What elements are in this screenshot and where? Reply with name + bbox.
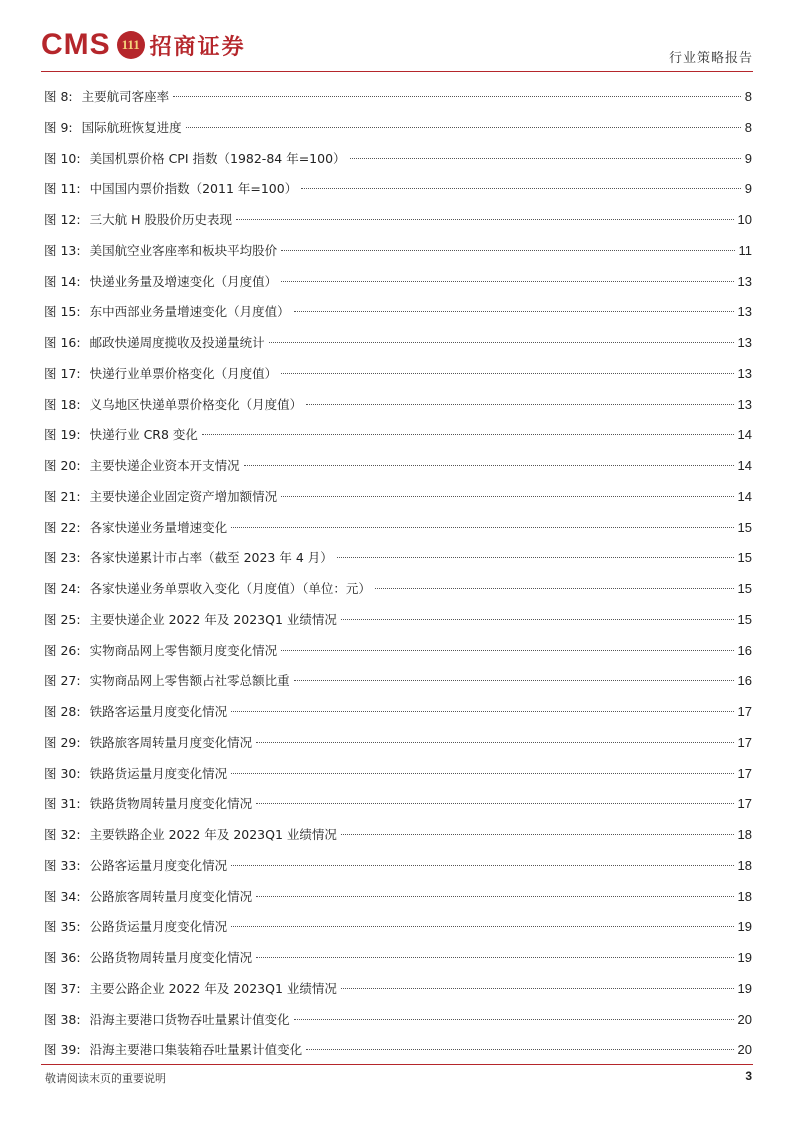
- figure-number: 图 15:: [44, 304, 81, 320]
- figure-number: 图 35:: [44, 919, 81, 935]
- figure-page-number: 14: [737, 488, 752, 504]
- figure-title: 铁路货运量月度变化情况: [89, 765, 228, 781]
- figure-number: 图 9:: [44, 119, 73, 135]
- figure-page-number: 13: [737, 273, 752, 289]
- figure-page-number: 20: [737, 1011, 752, 1027]
- figure-number: 图 19:: [44, 427, 81, 443]
- toc-entry[interactable]: [44, 236, 752, 267]
- dot-leader: [281, 281, 733, 282]
- figure-title: 各家快递业务量增速变化: [89, 519, 228, 535]
- figure-page-number: 19: [737, 950, 752, 965]
- dot-leader: [231, 773, 733, 774]
- figure-number: 图 12:: [44, 212, 81, 227]
- toc-entry[interactable]: [44, 543, 752, 574]
- figure-title: 国际航班恢复进度: [81, 119, 182, 135]
- figure-title: 中国国内票价指数（2011 年=100）: [89, 181, 298, 197]
- figure-title: 铁路客运量月度变化情况: [89, 704, 228, 719]
- toc-entry[interactable]: [44, 1005, 752, 1036]
- figure-page-number: 18: [737, 827, 752, 842]
- toc-entry[interactable]: [44, 759, 752, 790]
- dot-leader: [269, 342, 734, 343]
- figure-number: 图 30:: [44, 765, 81, 781]
- company-logo: [41, 28, 246, 62]
- figure-page-number: 17: [737, 765, 752, 781]
- toc-entry[interactable]: [44, 912, 752, 943]
- figure-title: 美国航空业客座率和板块平均股价: [89, 242, 278, 258]
- dot-leader: [341, 619, 734, 620]
- toc-entry[interactable]: [44, 297, 752, 328]
- figure-page-number: 8: [744, 119, 752, 135]
- dot-leader: [337, 557, 734, 558]
- figure-title: 各家快递业务单票收入变化（月度值）（单位：元）: [89, 581, 371, 596]
- figure-number: 图 22:: [44, 519, 81, 535]
- toc-entry[interactable]: [44, 974, 752, 1005]
- toc-entry[interactable]: [44, 390, 752, 421]
- figure-page-number: 17: [737, 796, 752, 812]
- dot-leader: [231, 865, 733, 866]
- figure-page-number: 9: [744, 181, 752, 197]
- figure-number: 图 11:: [44, 181, 81, 197]
- toc-entry[interactable]: [44, 728, 752, 759]
- figure-number: 图 25:: [44, 611, 81, 627]
- figure-page-number: 19: [737, 980, 752, 996]
- toc-entry[interactable]: [44, 513, 752, 544]
- figure-title: 主要快递企业资本开支情况: [89, 458, 240, 473]
- logo-chinese-text: 招商证券: [149, 34, 246, 60]
- dot-leader: [301, 188, 741, 189]
- figure-number: 图 16:: [44, 335, 81, 350]
- toc-entry[interactable]: [44, 882, 752, 913]
- toc-entry[interactable]: [44, 943, 752, 974]
- figure-number: 图 31:: [44, 796, 81, 812]
- dot-leader: [350, 158, 741, 159]
- disclaimer-note: 敬请阅读末页的重要说明: [45, 1072, 166, 1085]
- dot-leader: [281, 650, 733, 651]
- figure-number: 图 28:: [44, 704, 81, 719]
- figure-page-number: 14: [737, 427, 752, 443]
- figure-title: 快递行业单票价格变化（月度值）: [89, 365, 278, 381]
- figure-number: 图 29:: [44, 734, 81, 750]
- figure-page-number: 18: [737, 888, 752, 904]
- figure-number: 图 34:: [44, 888, 81, 904]
- dot-leader: [281, 496, 733, 497]
- figure-title: 铁路货物周转量月度变化情况: [89, 796, 253, 812]
- figure-number: 图 32:: [44, 827, 81, 842]
- dot-leader: [281, 250, 734, 251]
- figure-page-number: 15: [737, 550, 752, 566]
- toc-entry[interactable]: [44, 574, 752, 605]
- toc-entry[interactable]: [44, 605, 752, 636]
- figure-title: 三大航 H 股股价历史表现: [89, 212, 232, 227]
- dot-leader: [294, 1019, 734, 1020]
- dot-leader: [341, 988, 734, 989]
- dot-leader: [236, 219, 734, 220]
- figure-title: 沿海主要港口集装箱吞吐量累计值变化: [89, 1042, 303, 1058]
- dot-leader: [306, 1049, 733, 1050]
- figure-table-of-contents: [44, 82, 752, 1066]
- figure-number: 图 13:: [44, 242, 81, 258]
- figure-title: 义乌地区快递单票价格变化（月度值）: [89, 396, 303, 412]
- figure-title: 公路旅客周转量月度变化情况: [89, 888, 253, 904]
- figure-page-number: 11: [738, 242, 752, 258]
- toc-entry[interactable]: [44, 174, 752, 205]
- figure-page-number: 15: [737, 581, 752, 596]
- figure-title: 主要快递企业固定资产增加额情况: [89, 488, 278, 504]
- figure-title: 实物商品网上零售额占社零总额比重: [89, 673, 290, 689]
- figure-page-number: 15: [737, 519, 752, 535]
- toc-entry[interactable]: [44, 789, 752, 820]
- toc-entry[interactable]: [44, 359, 752, 390]
- report-type-label: 行业策略报告: [668, 51, 753, 66]
- toc-entry[interactable]: [44, 820, 752, 851]
- toc-entry[interactable]: [44, 205, 752, 236]
- page-header: [41, 20, 753, 72]
- figure-page-number: 19: [737, 919, 752, 935]
- dot-leader: [231, 711, 733, 712]
- figure-page-number: 8: [744, 89, 752, 104]
- figure-number: 图 14:: [44, 273, 81, 289]
- figure-title: 快递业务量及增速变化（月度值）: [89, 273, 278, 289]
- toc-entry[interactable]: [44, 666, 752, 697]
- figure-title: 各家快递累计市占率（截至 2023 年 4 月）: [89, 550, 333, 566]
- figure-page-number: 20: [737, 1042, 752, 1058]
- toc-entry[interactable]: [44, 451, 752, 482]
- logo-latin-text: CMS: [41, 28, 111, 61]
- figure-number: 图 21:: [44, 488, 81, 504]
- figure-page-number: 15: [737, 611, 752, 627]
- figure-number: 图 33:: [44, 857, 81, 873]
- figure-title: 美国机票价格 CPI 指数（1982-84 年=100）: [89, 150, 346, 166]
- dot-leader: [281, 373, 733, 374]
- footer-divider: [41, 1064, 753, 1065]
- figure-number: 图 17:: [44, 365, 81, 381]
- header-divider: [41, 71, 753, 72]
- dot-leader: [231, 926, 733, 927]
- figure-number: 图 36:: [44, 950, 81, 965]
- figure-title: 沿海主要港口货物吞吐量累计值变化: [89, 1011, 290, 1027]
- dot-leader: [375, 588, 734, 589]
- dot-leader: [294, 311, 734, 312]
- dot-leader: [294, 680, 734, 681]
- dot-leader: [202, 434, 734, 435]
- dot-leader: [256, 803, 733, 804]
- figure-page-number: 16: [737, 642, 752, 658]
- figure-title: 主要铁路企业 2022 年及 2023Q1 业绩情况: [89, 827, 337, 842]
- figure-title: 主要航司客座率: [81, 89, 170, 104]
- toc-entry[interactable]: [44, 420, 752, 451]
- dot-leader: [173, 96, 741, 97]
- toc-entry[interactable]: [44, 328, 752, 359]
- toc-entry[interactable]: [44, 1035, 752, 1066]
- figure-page-number: 14: [737, 458, 752, 473]
- toc-entry[interactable]: [44, 82, 752, 113]
- figure-page-number: 13: [737, 365, 752, 381]
- figure-page-number: 10: [737, 212, 752, 227]
- figure-page-number: 13: [737, 396, 752, 412]
- figure-number: 图 20:: [44, 458, 81, 473]
- dot-leader: [256, 957, 733, 958]
- dot-leader: [231, 527, 733, 528]
- figure-title: 邮政快递周度揽收及投递量统计: [89, 335, 265, 350]
- dot-leader: [186, 127, 741, 128]
- page-number: 3: [745, 1069, 752, 1083]
- figure-page-number: 13: [737, 335, 752, 350]
- figure-number: 图 27:: [44, 673, 81, 689]
- toc-entry[interactable]: [44, 851, 752, 882]
- figure-page-number: 17: [737, 704, 752, 719]
- dot-leader: [256, 896, 733, 897]
- figure-title: 实物商品网上零售额月度变化情况: [89, 642, 278, 658]
- figure-page-number: 18: [737, 857, 752, 873]
- dot-leader: [256, 742, 733, 743]
- figure-title: 东中西部业务量增速变化（月度值）: [89, 304, 290, 320]
- logo-mark-icon: 111: [117, 31, 145, 59]
- figure-title: 公路客运量月度变化情况: [89, 857, 228, 873]
- figure-number: 图 37:: [44, 980, 81, 996]
- toc-entry[interactable]: [44, 144, 752, 175]
- figure-number: 图 18:: [44, 396, 81, 412]
- toc-entry[interactable]: [44, 482, 752, 513]
- figure-title: 主要公路企业 2022 年及 2023Q1 业绩情况: [89, 980, 337, 996]
- figure-number: 图 38:: [44, 1011, 81, 1027]
- figure-page-number: 17: [737, 734, 752, 750]
- toc-entry[interactable]: [44, 697, 752, 728]
- dot-leader: [306, 404, 733, 405]
- figure-number: 图 10:: [44, 150, 81, 166]
- toc-entry[interactable]: [44, 113, 752, 144]
- figure-page-number: 9: [744, 150, 752, 166]
- figure-title: 公路货运量月度变化情况: [89, 919, 228, 935]
- figure-number: 图 39:: [44, 1042, 81, 1058]
- toc-entry[interactable]: [44, 267, 752, 298]
- dot-leader: [341, 834, 734, 835]
- figure-title: 铁路旅客周转量月度变化情况: [89, 734, 253, 750]
- figure-title: 主要快递企业 2022 年及 2023Q1 业绩情况: [89, 611, 337, 627]
- figure-title: 公路货物周转量月度变化情况: [89, 950, 253, 965]
- figure-page-number: 13: [737, 304, 752, 320]
- toc-entry[interactable]: [44, 636, 752, 667]
- figure-number: 图 24:: [44, 581, 81, 596]
- figure-title: 快递行业 CR8 变化: [89, 427, 198, 443]
- figure-number: 图 8:: [44, 89, 73, 104]
- dot-leader: [244, 465, 734, 466]
- figure-number: 图 23:: [44, 550, 81, 566]
- figure-number: 图 26:: [44, 642, 81, 658]
- figure-page-number: 16: [737, 673, 752, 689]
